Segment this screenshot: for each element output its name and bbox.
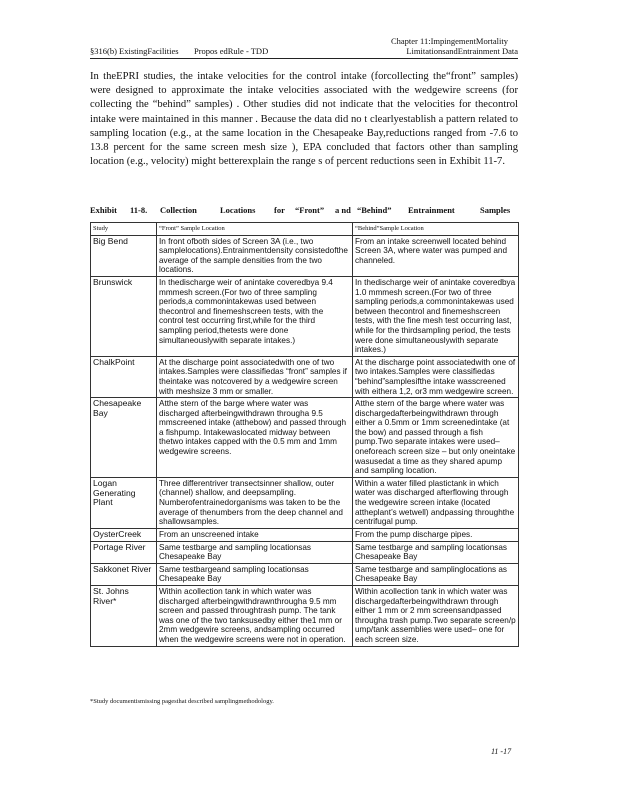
table-row bbox=[91, 528, 519, 541]
behind-location-cell: At the discharge point associatedwith one of two intakes.Samples were classifiedas “behind”samplesifthe intake wasscreened with eithera 1,2, or3 mm wedgewire screen. bbox=[353, 356, 519, 397]
front-location-cell: In thedischarge weir of anintake coveredbya 9.4 mmmesh screen.(For two of three sampling periods,a commonintakewas used between thecontrol and finemeshscreen tests, with the control test occurring first,while for the third sampling period,thetests were done simultaneouslywith separate intakes.) bbox=[157, 276, 353, 356]
front-location-cell: From an unscreened intake bbox=[157, 528, 353, 541]
table-row bbox=[91, 563, 519, 585]
exhibit-number: 11-8. bbox=[130, 205, 148, 215]
exhibit-title-word: Collection bbox=[160, 205, 197, 215]
table-row bbox=[91, 235, 519, 276]
table-footnote: *Study documentismissing pagesthat described samplingmethodology. bbox=[90, 698, 274, 705]
header-section: §316(b) ExistingFacilities bbox=[90, 46, 179, 56]
exhibit-word: Exhibit bbox=[90, 205, 117, 215]
table-row bbox=[91, 356, 519, 397]
exhibit-title-word: Locations bbox=[220, 205, 256, 215]
behind-location-cell: Within acollection tank in which water was dischargedafterbeingwithdrawn through either 1 mm or 2 mm screensandpassed througha trash pump.Two separate screen/p ump/tank assemblies were used– one for each screen size. bbox=[353, 585, 519, 646]
study-cell: Sakkonet River bbox=[91, 563, 157, 585]
behind-location-cell: From an intake screenwell located behind Screen 3A, where water was pumped and channeled. bbox=[353, 235, 519, 276]
front-location-cell: At the discharge point associatedwith one of two intakes.Samples were classifiedas “front” samples if theintake was notcovered by a wedgewire screen with meshsize 3 mm or smaller. bbox=[157, 356, 353, 397]
front-location-cell: Within acollection tank in which water was discharged afterbeingwithdrawnthrougha 9.5 mm screen and passed throughtrash pump. The tank was one of the two tanksusedby either the1 mm or 2mm wedgewire screens, andsampling occurred when the wedgewire screens were not in operation. bbox=[157, 585, 353, 646]
body-paragraph: In theEPRI studies, the intake velocities for the control intake (forcollecting the“front” samples) were designed to approximate the intake velocities associated with the wedgewire screens (for collecting the “behind” samples) . Other studies did not indicate that the velocities for thecontrol intake were maintained in this manner . Because the data did no t clearlyestablish a pattern related to sampling location (e.g., at the same location in the Chesapeake Bay,reductions ranged from -7.6 to 13.8 percent for the same screen mesh size ), EPA concluded that factors other than sampling location (e.g., velocity) might betterexplain the range s of percent reductions seen in Exhibit 11-7. bbox=[90, 71, 518, 168]
page-number: 11 -17 bbox=[491, 747, 512, 756]
table-row bbox=[91, 477, 519, 528]
study-cell: ChalkPoint bbox=[91, 356, 157, 397]
behind-location-cell: Atthe stern of the barge where water was dischargedafterbeingwithdrawn through either a 0.5mm or 1mm screenedintake (at the bow) and passed through a fish pump.Two separate intakes were used– oneforeach screen size – but only oneintake wasusedat a time as they shared apump and sampling location. bbox=[353, 398, 519, 478]
exhibit-title-word: a nd bbox=[335, 205, 351, 215]
front-location-cell: Atthe stern of the barge where water was discharged afterbeingwithdrawn througha 9.5 mmscreened intake (atthebow) and passed through a fishpump. Intakewaslocated midway between thetwo intakes capped with the 0.5 mm and 1mm wedgewire screens. bbox=[157, 398, 353, 478]
table-header-row bbox=[91, 223, 519, 236]
column-header-front: “Front” Sample Location bbox=[157, 223, 353, 236]
exhibit-title-word: for bbox=[274, 205, 285, 215]
column-header-behind: “Behind”Sample Location bbox=[353, 223, 519, 236]
table-row bbox=[91, 398, 519, 478]
front-location-cell: Same testbarge and sampling locationsas Chesapeake Bay bbox=[157, 541, 353, 563]
table-row bbox=[91, 276, 519, 356]
running-header-chapter: Chapter 11:ImpingementMortality bbox=[390, 36, 508, 46]
column-header-study: Study bbox=[91, 223, 157, 236]
behind-location-cell: Same testbarge and samplinglocations as Chesapeake Bay bbox=[353, 563, 519, 585]
front-location-cell: Three differentriver transectsinner shallow, outer (channel) shallow, and deepsampling. Numberofentrainedorganisms was taken to be the average of thenumbers from the deep channel and shallowsamples. bbox=[157, 477, 353, 528]
behind-location-cell: Within a water filled plastictank in which water was discharged afterflowing through the wedgewire screen intake (located attheplant’s wetwell) andpassing throughthe centrifugal pump. bbox=[353, 477, 519, 528]
table-row bbox=[91, 541, 519, 563]
behind-location-cell: Same testbarge and sampling locationsas Chesapeake Bay bbox=[353, 541, 519, 563]
study-cell: Chesapeake Bay bbox=[91, 398, 157, 478]
exhibit-title-word: “Behind” bbox=[357, 205, 392, 215]
study-cell: Portage River bbox=[91, 541, 157, 563]
sample-locations-table bbox=[90, 222, 519, 647]
behind-location-cell: In thedischarge weir of anintake coveredbya 1.0 mmmesh screen.(For two of three sampling periods,a commonintakewas used between thecontrol and finemeshscreen tests, with the fine mesh test occurring last, while for the thirdsampling period, the tests were done simultaneouslywith separate intakes.) bbox=[353, 276, 519, 356]
header-divider bbox=[90, 58, 518, 59]
exhibit-title-word: Entrainment bbox=[408, 205, 455, 215]
table-row bbox=[91, 585, 519, 646]
header-rule-title: Propos edRule - TDD bbox=[194, 46, 269, 56]
study-cell: St. Johns River* bbox=[91, 585, 157, 646]
exhibit-title-word: “Front” bbox=[295, 205, 325, 215]
front-location-cell: In front ofboth sides of Screen 3A (i.e., two samplelocations).Entrainmentdensity consistedofthe average of the sample densities from the two locations. bbox=[157, 235, 353, 276]
study-cell: OysterCreek bbox=[91, 528, 157, 541]
exhibit-title-word: Samples bbox=[480, 205, 511, 215]
front-location-cell: Same testbargeand sampling locationsas Chesapeake Bay bbox=[157, 563, 353, 585]
study-cell: Brunswick bbox=[91, 276, 157, 356]
behind-location-cell: From the pump discharge pipes. bbox=[353, 528, 519, 541]
header-topic: LimitationsandEntrainment Data bbox=[406, 46, 518, 56]
study-cell: Logan Generating Plant bbox=[91, 477, 157, 528]
study-cell: Big Bend bbox=[91, 235, 157, 276]
